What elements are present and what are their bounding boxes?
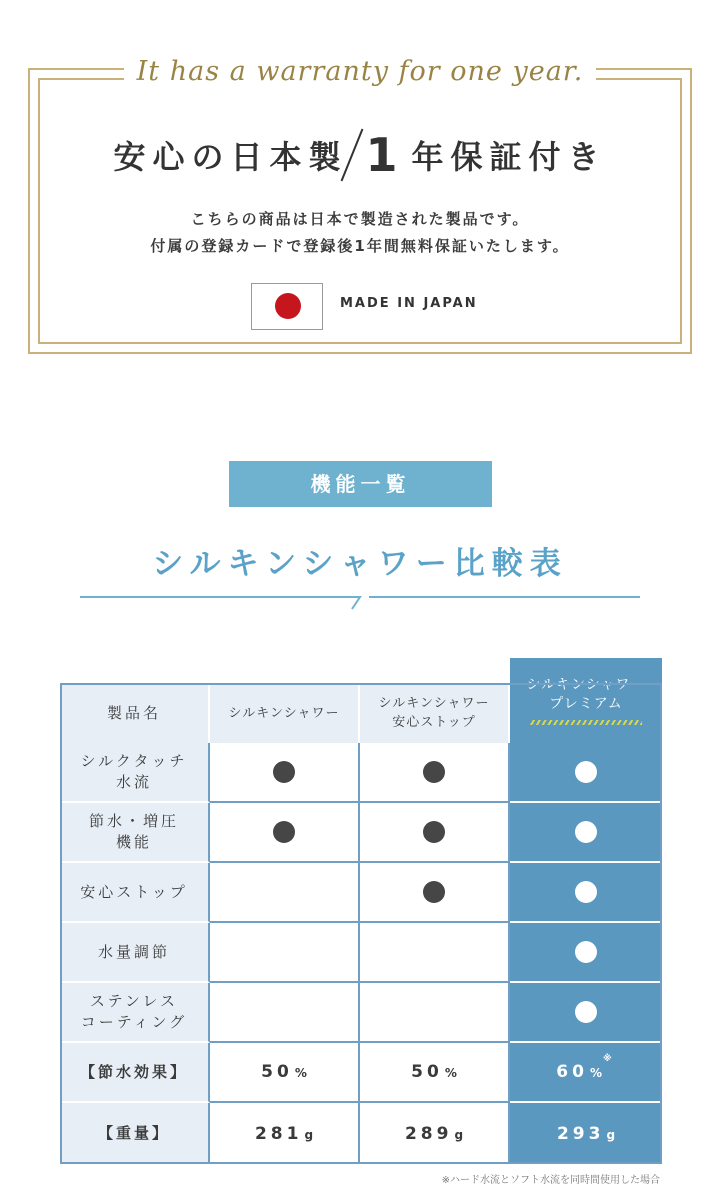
comparison-title: シルキンシャワー比較表 [152, 546, 568, 582]
weight-unit: g [304, 1127, 314, 1142]
check-dot-icon [575, 821, 597, 843]
row-label-flow-adjust [60, 923, 210, 983]
weight-value [255, 1124, 313, 1144]
row-label-line1: 安心ストップ [80, 882, 188, 901]
cell-silk-touch-premium [510, 743, 662, 803]
row-label-line2: 機能 [115, 833, 152, 851]
check-dot-icon [273, 761, 295, 783]
weight-number: 293 [556, 1123, 605, 1144]
column-premium-name-line1: シルキンシャワー [526, 677, 646, 693]
check-dot-icon [423, 821, 445, 843]
flag-sun-disc [275, 293, 301, 319]
headline-made-in-japan: 安心の日本製 [113, 138, 348, 176]
warranty-description-line1: こちらの商品は日本で製造された製品です。 [190, 210, 530, 228]
column-premium-name-line2: プレミアム [549, 696, 623, 712]
cell-anshin-stop-silkin [210, 863, 360, 923]
cell-silk-touch-anshin [360, 743, 510, 803]
check-dot-icon [273, 821, 295, 843]
check-dot-icon [423, 881, 445, 903]
cell-water-saving-silkin [210, 803, 360, 863]
saving-unit: % [444, 1066, 457, 1080]
saving-unit: % [589, 1066, 602, 1080]
footnote-mark: ※ [602, 1054, 616, 1064]
row-label-line1: 水量調節 [97, 942, 170, 961]
row-label-weight [60, 1103, 210, 1164]
warranty-headline [40, 120, 680, 190]
saving-number: 50 [411, 1062, 443, 1082]
weight-number: 281 [254, 1123, 303, 1144]
underline-left-stroke [80, 597, 360, 609]
cell-stainless-premium [510, 983, 662, 1043]
row-label-anshin-stop [60, 863, 210, 923]
comparison-table [60, 658, 662, 1164]
header-column-silkin [210, 683, 360, 743]
row-label-line1: 【節水効果】 [79, 1062, 188, 1081]
column-anshin-name-line1: シルキンシャワー [378, 696, 490, 711]
row-label-silk-touch [60, 743, 210, 803]
japan-flag-icon [251, 283, 323, 330]
cell-silk-touch-silkin [210, 743, 360, 803]
saving-value [556, 1054, 616, 1082]
cell-saving-effect-silkin [210, 1043, 360, 1103]
header-product-name-label: 製品名 [106, 703, 161, 722]
row-label-water-saving [60, 803, 210, 863]
row-label-stainless [60, 983, 210, 1043]
row-label-line1: 節水・増圧 [88, 812, 179, 830]
cell-saving-effect-anshin [360, 1043, 510, 1103]
check-dot-icon [575, 941, 597, 963]
cell-flow-adjust-premium [510, 923, 662, 983]
saving-value [261, 1062, 307, 1082]
cell-weight-silkin [210, 1103, 360, 1164]
made-in-japan-label: MADE IN JAPAN [340, 296, 478, 311]
warranty-script-title: It has a warranty for one year. [136, 56, 584, 87]
column-silkin-name: シルキンシャワー [228, 705, 340, 721]
saving-number: 60 [556, 1062, 588, 1082]
check-dot-icon [575, 1001, 597, 1023]
weight-number: 289 [404, 1123, 453, 1144]
title-underline [80, 588, 640, 614]
row-label-line1: 【重量】 [97, 1124, 170, 1142]
cell-saving-effect-premium [510, 1043, 662, 1103]
cell-weight-anshin [360, 1103, 510, 1164]
row-label-line2: 水流 [115, 773, 152, 791]
row-label-line1: シルクタッチ [80, 752, 188, 770]
check-dot-icon [423, 761, 445, 783]
cell-water-saving-premium [510, 803, 662, 863]
cell-flow-adjust-anshin [360, 923, 510, 983]
feature-list-badge: 機能一覧 [229, 461, 492, 507]
cell-weight-premium [510, 1103, 662, 1164]
warranty-description-line2: 付属の登録カードで登録後1年間無料保証いたします。 [150, 237, 570, 255]
saving-number: 50 [261, 1062, 293, 1082]
premium-hatch-decoration [530, 720, 642, 725]
check-dot-icon [575, 761, 597, 783]
cell-anshin-stop-premium [510, 863, 662, 923]
cell-flow-adjust-silkin [210, 923, 360, 983]
cell-water-saving-anshin [360, 803, 510, 863]
footnote-text: ※ハード水流とソフト水流を同時間使用した場合 [441, 1175, 660, 1186]
weight-value [405, 1124, 463, 1144]
weight-unit: g [606, 1127, 616, 1142]
cell-anshin-stop-anshin [360, 863, 510, 923]
check-dot-icon [575, 881, 597, 903]
row-label-line1: ステンレス [89, 992, 179, 1010]
weight-value [557, 1124, 615, 1144]
headline-number-one: 1 [365, 128, 398, 182]
header-column-premium [510, 658, 662, 743]
saving-value [411, 1062, 457, 1082]
headline-warranty: 年保証付き [411, 138, 607, 176]
cell-stainless-silkin [210, 983, 360, 1043]
column-anshin-name-line2: 安心ストップ [392, 715, 476, 730]
row-label-line2: コーティング [80, 1013, 188, 1031]
cell-stainless-anshin [360, 983, 510, 1043]
row-label-saving-effect [60, 1043, 210, 1103]
header-column-anshin-stop [360, 683, 510, 743]
weight-unit: g [454, 1127, 464, 1142]
saving-unit: % [294, 1066, 307, 1080]
header-product-name [60, 683, 210, 743]
